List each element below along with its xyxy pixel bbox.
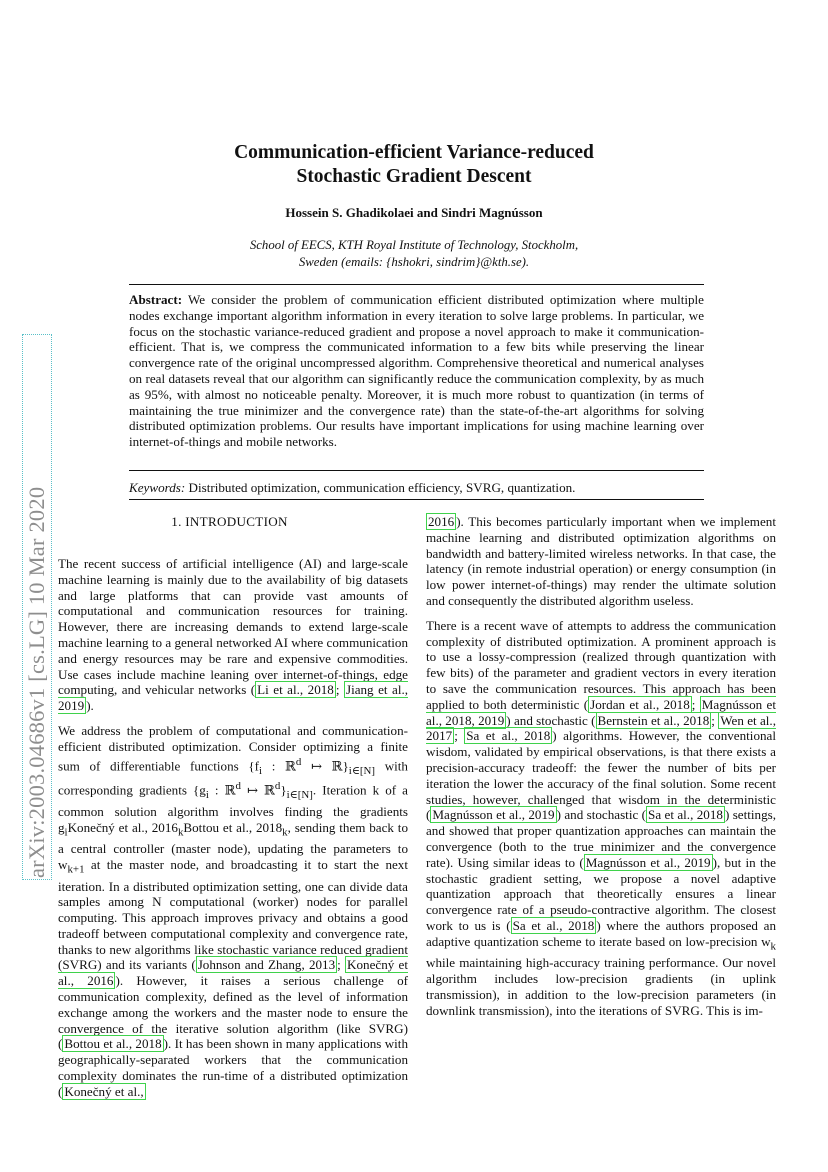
paragraph-text: ) settings, and showed that proper quantization approaches can maintain the convergence (both to the true minimizer and the convergence rate). Using similar ideas to (	[426, 807, 776, 870]
paragraph-text: ), but in the stochastic gradient setting, we propose a novel adaptive quantization approach that theoretically ensures a linear convergence rate of a pseudo-contractive algorithm. The closest work to us is (	[426, 854, 776, 933]
math-subscript: i	[64, 826, 68, 839]
math-subscript: i	[259, 764, 263, 777]
paragraph-text: ) and stochastic (	[556, 807, 647, 823]
math-subscript: k+1	[67, 863, 85, 876]
math-superscript: d	[274, 780, 281, 793]
paper-title	[150, 141, 678, 189]
section-heading: 1. INTRODUCTION	[171, 514, 288, 529]
keywords-label: Keywords:	[129, 480, 186, 495]
paragraph-text: ;	[337, 957, 346, 973]
citation-link[interactable]: Sa et al., 2018	[512, 917, 595, 933]
paragraph-text: ). However, it raises a serious challenge of communication complexity, defined as the level of information exchange among the workers and the master node to ensure the convergence of the iterative solution algorithm (like SVRG) (	[58, 973, 408, 1052]
citation-link[interactable]: Magnússon et al., 2019	[432, 807, 555, 823]
keywords-text: Distributed optimization, communication efficiency, SVRG, quantization.	[188, 480, 576, 495]
paragraph-text: Konečný et al., 2016	[67, 819, 178, 835]
title-line-1: Communication-efficient Variance-reduced	[234, 142, 594, 163]
paragraph-text: ↦ ℝ}	[301, 757, 349, 773]
paragraph-text: }	[280, 782, 287, 798]
citation-link[interactable]: Wen et al., 2017	[426, 712, 776, 744]
citation-link[interactable]: Magnússon et al., 2019	[585, 854, 711, 870]
citation-link[interactable]: Sa et al., 2018	[648, 807, 723, 823]
citation-link[interactable]: 2016	[428, 514, 455, 529]
abstract	[129, 292, 704, 450]
math-subscript: i∈[N]	[348, 764, 376, 777]
citation-link[interactable]: Jordan et al., 2018	[590, 696, 690, 712]
arxiv-identifier-stamp[interactable]	[22, 334, 52, 880]
right-column	[426, 514, 776, 1027]
citation-link[interactable]: Johnson and Zhang, 2013	[197, 957, 336, 973]
intro-paragraph-2	[58, 723, 408, 1100]
paragraph-text: ).	[86, 698, 94, 714]
paragraph-text: ;	[335, 682, 344, 698]
math-subscript: k	[770, 940, 776, 953]
citation-link[interactable]: Magnússon et al., 2018, 2019	[426, 696, 776, 728]
citation-link[interactable]: Konečný et al.,	[64, 1083, 144, 1099]
math-superscript: d	[295, 755, 302, 768]
abstract-label: Abstract:	[129, 292, 183, 307]
keywords-bottom-rule	[129, 499, 704, 500]
paragraph-text: at the master node, and broadcasting it to start the next iteration. In a distributed optimization setting, one can divide data samples among N computational (worker) nodes for parallel computing. This approach improves privacy and obtains a good tradeoff between computational complexity and convergence rate, thanks to new algorithms like stochastic variance reduced gradient (SVRG) and its variants (	[58, 857, 408, 973]
keywords	[129, 480, 704, 496]
author-list: Hossein S. Ghadikolaei and Sindri Magnússon	[285, 205, 543, 220]
intro-paragraph-3	[426, 514, 776, 609]
math-subscript: i∈[N]	[286, 789, 313, 802]
paragraph-text: ↦ ℝ	[240, 782, 275, 798]
affiliation-line-2: Sweden (emails: {hshokri, sindrim}@kth.se).	[298, 255, 530, 269]
paragraph-text: with corresponding gradients {g	[58, 757, 408, 798]
paragraph-text: : ℝ	[262, 757, 296, 773]
abstract-body: We consider the problem of communication efficient distributed optimization where multiple nodes exchange important algorithm information in every iteration to solve large problems. In particular, we focus on the stochastic variance-reduced gradient and propose a novel approach to make it communication-efficient. That is, we compress the communicated information to a few bits while preserving the linear convergence rate of the original uncompressed algorithm. Comprehensive theoretical and numerical analyses on real datasets reveal that our algorithm can significantly reduce the communication complexity, by as much as 95%, with almost no noticeable penalty. Moreover, it is much more robust to quantization (in terms of maintaining the true minimizer and the convergence rate) than the state-of-the-art algorithms for solving distributed optimization problems. Our results have important implications for using machine learning over internet-of-things and mobile networks.	[129, 292, 704, 450]
left-column	[58, 556, 408, 1109]
citation-link[interactable]: Sa et al., 2018	[466, 728, 551, 744]
paragraph-text: ;	[454, 728, 465, 744]
paragraph-text: . Iteration k of a common solution algorithm involves finding the gradients g	[58, 782, 408, 835]
paragraph-text: while maintaining high-accuracy training performance. Our novel algorithm includes low-precision gradients (in uplink transmission), in addition to the low-precision parameters (in downlink transmission), into the iterations of SVRG. This is im-	[426, 955, 776, 1018]
paragraph-text: We address the problem of computational and communication-efficient distributed optimization. Consider optimizing a finite sum of differentiable functions {f	[58, 722, 408, 773]
citation-link[interactable]: Li et al., 2018	[257, 682, 334, 698]
paragraph-text: There is a recent wave of attempts to address the communication complexity of distributed optimization. A prominent approach is to use a lossy-compression (realized through quantization with few bits) of the parameter and gradient vectors in every iteration to save the communication resources. This approach has been applied to both deterministic (	[426, 617, 776, 712]
math-subscript: k	[177, 826, 184, 839]
paragraph-text: ). This becomes particularly important when we implement machine learning and distributed optimization algorithms on bandwidth and battery-limited wireless networks. In that case, the latency (in remote industrial operation) or energy consumption (in low power internet-of-things) may render the ultimate solution and consequently the distributed algorithm useless.	[426, 514, 776, 608]
paragraph-text: ) where the authors proposed an adaptive quantization scheme to iterate based on low-precision w	[426, 917, 776, 949]
paragraph-text: ;	[711, 712, 719, 728]
paragraph-text: : ℝ	[208, 782, 236, 798]
intro-paragraph-4	[426, 618, 776, 1019]
paragraph-text: , sending them back to a central controller (master node), updating the parameters to w	[58, 819, 408, 873]
intro-paragraph-1	[58, 556, 408, 714]
affiliation-line-1: School of EECS, KTH Royal Institute of Technology, Stockholm,	[249, 238, 579, 252]
abstract-top-rule	[129, 284, 704, 285]
abstract-bottom-rule	[129, 470, 704, 471]
paragraph-text: Bottou et al., 2018	[183, 819, 283, 835]
math-subscript: i	[205, 789, 209, 802]
math-superscript: d	[235, 780, 241, 793]
paragraph-text: The recent success of artificial intelligence (AI) and large-scale machine learning is mainly due to the availability of big datasets and large platforms that can provide vast amounts of computational and communication resources for training. However, there are increasing demands to extend large-scale machine learning to a general networked AI where communication and energy resources may be rare and expensive commodities. Use cases include machine leaning over internet-of-things, edge computing, and vehicular networks (	[58, 556, 408, 698]
title-line-2: Stochastic Gradient Descent	[296, 166, 532, 187]
citation-link[interactable]: Bernstein et al., 2018	[597, 712, 710, 728]
affiliation	[150, 237, 678, 271]
arxiv-stamp-text: arXiv:2003.04686v1 [cs.LG] 10 Mar 2020	[24, 486, 49, 878]
paragraph-text: ) algorithms. However, the conventional wisdom, validated by empirical observations, is that there exists a precision-accuracy tradeoff: the fewer the number of bits per iteration the lower the accuracy of the final solution. Some recent studies, however, challenged that wisdom in the deterministic (	[426, 728, 776, 823]
citation-link[interactable]: Bottou et al., 2018	[64, 1036, 162, 1052]
math-subscript: k	[282, 826, 288, 839]
paragraph-text: ;	[691, 696, 700, 712]
paragraph-text: ) and stochastic (	[506, 712, 596, 728]
citation-link[interactable]: Konečný et al., 2016	[58, 957, 408, 989]
paragraph-text: ). It has been shown in many applications with geographically-separated workers that the communication complexity dominates the run-time of a distributed optimization (	[58, 1036, 408, 1099]
citation-link[interactable]: Jiang et al., 2019	[58, 682, 408, 714]
